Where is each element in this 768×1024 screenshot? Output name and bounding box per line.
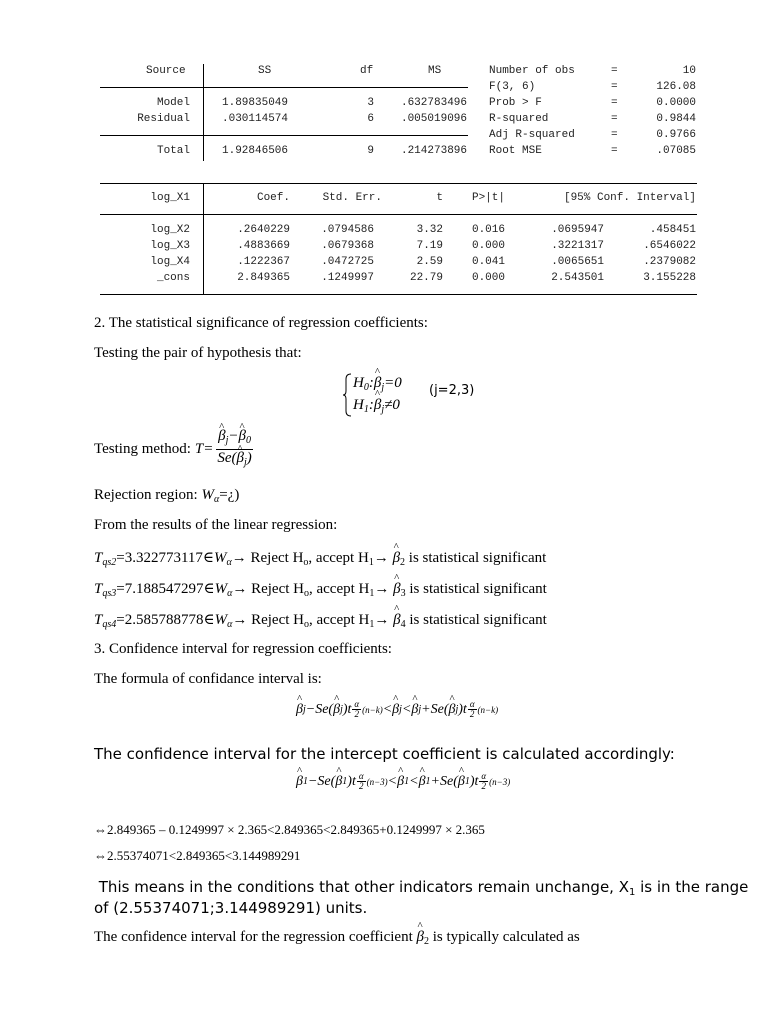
coef-row-var: log_X2 (150, 224, 190, 236)
anova-source-residual: Residual (137, 113, 190, 125)
coef-row-coef: .4883669 (237, 240, 290, 252)
stat-value: 10 (682, 65, 696, 77)
stat-eq: = (611, 97, 618, 109)
coef-row-ci-low: 2.543501 (551, 272, 604, 284)
coef-rule-mid (100, 214, 697, 215)
coef-row-coef: .2640229 (237, 224, 290, 236)
anova-rule-1 (100, 87, 468, 88)
coef-row-t: 2.59 (416, 256, 443, 268)
stat-eq: = (611, 65, 618, 77)
left-brace-icon (343, 373, 353, 417)
anova-rule-2 (100, 135, 468, 136)
anova-df-model: 3 (367, 97, 374, 109)
null-hypothesis: $H_0:\^{}$ $\beta_j=0$ (353, 375, 402, 393)
test-line: $T_{qs2}=3.322773117\in W_\alpha\to$ Reject $H_o$, accept $H_1\to$ ^ $\beta_2$ is statistical significant (94, 548, 546, 568)
stat-eq: = (611, 129, 618, 141)
anova-ss-residual: .030114574 (222, 113, 289, 125)
coef-row-se: .0472725 (321, 256, 374, 268)
anova-divider (203, 64, 204, 161)
test-line: $T_{qs4}=2.585788778\in W_\alpha\to$ Reject $H_o$, accept $H_1\to$ ^ $\beta_4$ is statistical significant (94, 610, 547, 630)
coef-rule-bottom (100, 294, 697, 295)
coef-row-se: .1249997 (321, 272, 374, 284)
stat-label: Root MSE (489, 145, 542, 157)
stat-value: 126.08 (656, 81, 696, 93)
coef-divider (203, 183, 204, 294)
calc-line-1: ⇔2.849365 – 0.1249997 × 2.365<2.849365<2.849365+0.1249997 × 2.365 (94, 822, 485, 837)
stat-label: Adj R-squared (489, 129, 575, 141)
alt-hypothesis: $H_1:\^{}$ $\beta_j\ne 0$ (353, 397, 400, 415)
coef-row-ci-high: 3.155228 (643, 272, 696, 284)
formula-intro: The formula of confidance interval is: (94, 671, 322, 687)
stat-value: 0.9844 (656, 113, 696, 125)
coef-row-var: log_X4 (150, 256, 190, 268)
stat-label: Prob > F (489, 97, 542, 109)
test-line: $T_{qs3}=7.188547297\in W_\alpha\to$ Reject $H_o$, accept $H_1\to$ ^ $\beta_3$ is statistical significant (94, 579, 547, 599)
coef-row-var: log_X3 (150, 240, 190, 252)
beta2-intro: The confidence interval for the regression coefficient ^ $\beta_2$ is typically calculated as (94, 929, 580, 947)
rejection-region: Rejection region: $W_\alpha=¿$) (94, 487, 240, 505)
anova-header-ms: MS (428, 65, 442, 77)
t-statistic: T= (194, 441, 214, 457)
stat-eq: = (611, 145, 618, 157)
coef-row-ci-low: .0065651 (551, 256, 604, 268)
anova-source-model: Model (156, 97, 190, 109)
stat-value: 0.9766 (656, 129, 696, 141)
hypothesis-intro: Testing the pair of hypothesis that: (94, 345, 302, 361)
coef-row-p: 0.041 (471, 256, 505, 268)
stat-value: .07085 (656, 145, 696, 157)
coef-row-ci-low: .0695947 (551, 224, 604, 236)
anova-header-source: Source (146, 65, 186, 77)
coef-header-var: log_X1 (150, 192, 190, 204)
t-formula-fraction: ^ $\frac{\beta_j-\^{} \beta_0}{Se(\^{} \beta_j)}$ (215, 428, 253, 471)
coef-row-coef: .1222367 (237, 256, 290, 268)
calc-line-2: ⇔2.55374071<2.849365<3.144989291 (94, 848, 301, 863)
section2-heading: 2. The statistical significance of regression coefficients: (94, 315, 428, 331)
stat-label: R-squared (489, 113, 549, 125)
anova-ms-model: .632783496 (400, 97, 467, 109)
stat-eq: = (611, 113, 618, 125)
testing-method (94, 428, 256, 471)
hypothesis-system (343, 373, 483, 417)
coef-row-t: 7.19 (416, 240, 443, 252)
anova-ss-total: 1.92846506 (222, 145, 289, 157)
coef-row-p: 0.000 (471, 272, 505, 284)
stat-value: 0.0000 (656, 97, 696, 109)
coef-row-p: 0.000 (471, 240, 505, 252)
coef-row-t: 3.32 (416, 224, 443, 236)
stat-label: Number of obs (489, 65, 575, 77)
stat-label: F(3, 6) (489, 81, 536, 93)
coef-row-ci-high: .458451 (649, 224, 696, 236)
coef-header-coef: Coef. (256, 192, 290, 204)
coef-row-ci-high: .6546022 (643, 240, 696, 252)
section3-heading: 3. Confidence interval for regression coefficients: (94, 641, 392, 657)
coef-row-ci-low: .3221317 (551, 240, 604, 252)
meaning-line-1: This means in the conditions that other indicators remain unchange, $X_1$ is in the range (94, 878, 749, 898)
anova-df-total: 9 (367, 145, 374, 157)
coef-row-coef: 2.849365 (237, 272, 290, 284)
coef-row-t: 22.79 (409, 272, 443, 284)
testing-method-label: Testing method: (94, 441, 191, 457)
anova-source-total: Total (156, 145, 190, 157)
rejection-label: Rejection region: (94, 487, 198, 503)
coef-row-ci-high: .2379082 (643, 256, 696, 268)
intercept-intro: The confidence interval for the intercept coefficient is calculated accordingly: (94, 745, 675, 763)
anova-header-df: df (360, 65, 374, 77)
coef-row-p: 0.016 (471, 224, 505, 236)
coef-row-se: .0679368 (321, 240, 374, 252)
intercept-ci-formula: ^ β 1 −Se( ^ β 1 )t $\frac{\alpha}{2}$ (n−3) < ^ β 1 < ^ β 1 +Se( ^ β 1 )t $\frac{\alpha}{2}$ (n−3) (296, 772, 510, 791)
from-results: From the results of the linear regression: (94, 517, 338, 533)
rejection-tail: =¿) (219, 487, 240, 503)
anova-ss-model: 1.89835049 (222, 97, 289, 109)
coef-row-var: _cons (156, 272, 190, 284)
coef-header-t: t (436, 192, 443, 204)
coef-rule-top (100, 183, 697, 184)
coef-row-se: .0794586 (321, 224, 374, 236)
anova-df-residual: 6 (367, 113, 374, 125)
anova-header-ss: SS (258, 65, 272, 77)
meaning-line-2: of (2.55374071;3.144989291) units. (94, 899, 368, 917)
j-range: (j=2,3) (429, 383, 475, 398)
stat-eq: = (611, 81, 618, 93)
coef-header-ci: [95% Conf. Interval] (563, 192, 696, 204)
anova-ms-total: .214273896 (400, 145, 467, 157)
ci-formula: ^ β j −Se( ^ β j )t $\frac{\alpha}{2}$ (n−k) < ^ β j < ^ β j +Se( ^ β j )t $\frac{\alpha}{2}$ (n−k) (296, 700, 498, 719)
coef-header-p: P>|t| (471, 192, 505, 204)
anova-ms-residual: .005019096 (400, 113, 467, 125)
coef-header-se: Std. Err. (322, 192, 382, 204)
